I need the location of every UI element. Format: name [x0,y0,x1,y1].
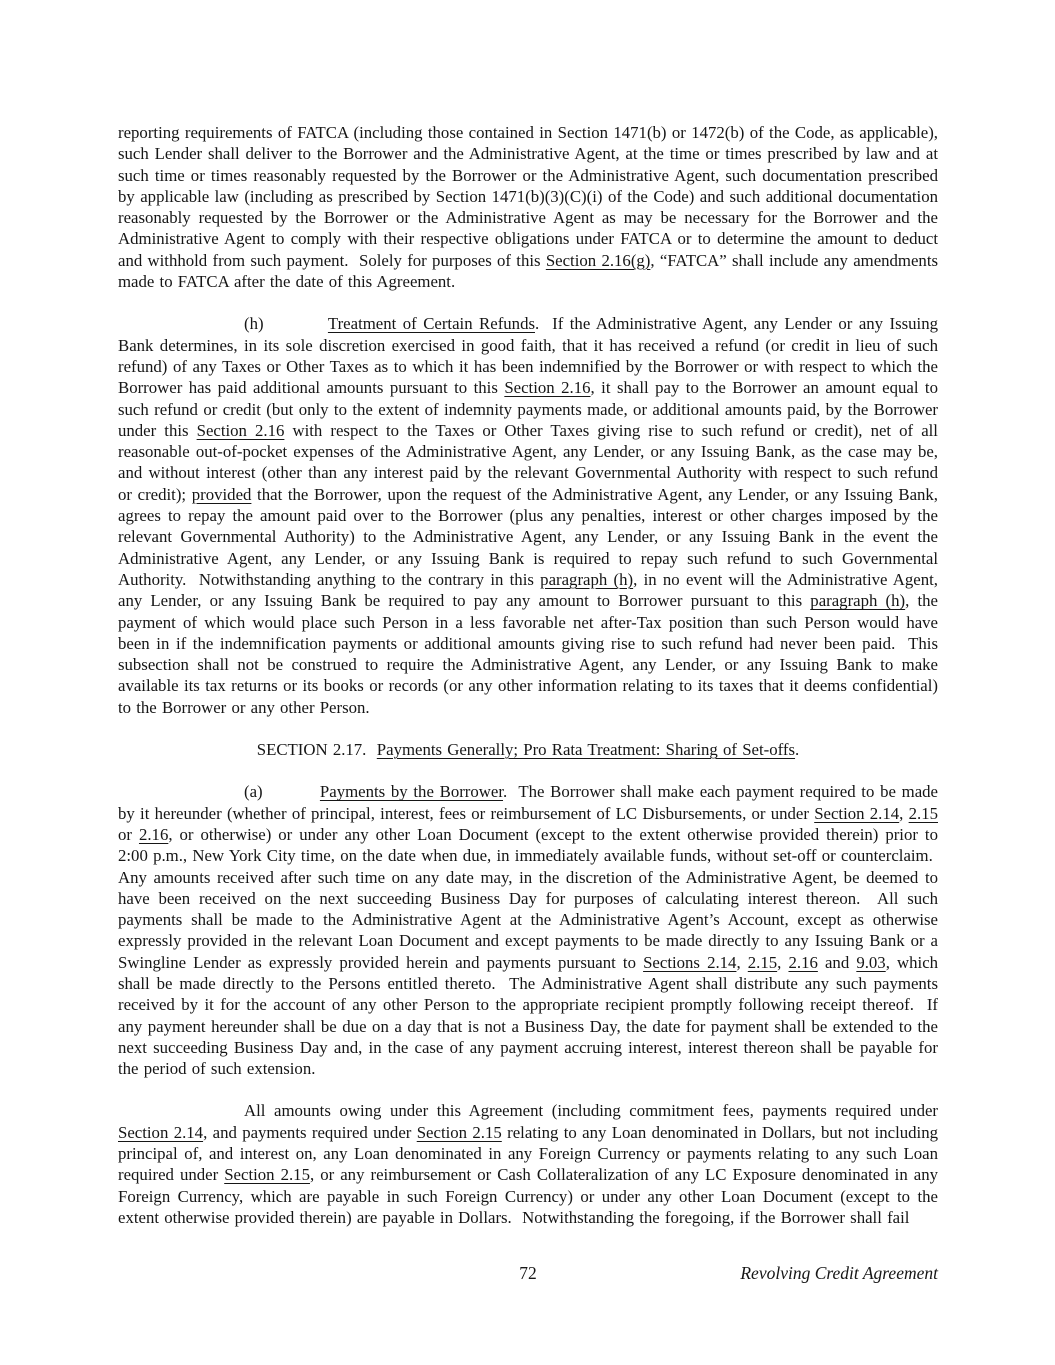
underlined-reference: 2.15 [747,952,778,972]
section-2-17-heading [118,739,938,760]
underlined-reference: Section 2.15 [416,1122,502,1142]
page-number: 72 [519,1263,537,1283]
underlined-reference: Section 2.14 [814,803,900,823]
underlined-reference: paragraph (h) [540,569,634,589]
text-run: SECTION 2.17. [256,740,377,760]
underlined-reference: provided [191,484,252,504]
underlined-reference: 9.03 [856,952,886,972]
text-run: , or any reimbursement or Cash Collateralization of any LC Exposure denominated in any Foreign Currency, which are payable in such Foreign Currency) or under any other Loan Document (except to the extent otherwise provided therein) are payable in Dollars. Notwithstanding the foregoing, if the Borrower shall fail [118,1165,938,1227]
paragraph-fatca-continuation [118,122,938,292]
underlined-reference: Section 2.16(g) [545,250,651,270]
underlined-reference: Treatment of Certain Refunds [327,314,535,334]
text-run: . If the Administrative Agent, any Lender or any Issuing Bank determines, in its sole discretion exercised in good faith, that it has received a refund (or credit in lieu of such refund) of any Taxes or Other Taxes as to which it has been indemnified by the Borrower or with respect to which the Borrower has paid additional amounts pursuant to this [118,314,938,398]
paragraph-amounts-payable-in-dollars [118,1100,938,1228]
text-run: . [795,740,800,760]
text-run: reporting requirements of FATCA (including those contained in Section 1471(b) or 1472(b) of the Code, as applicable), such Lender shall deliver to the Borrower and the Administrative Agent, at the time or times prescribed by law and at such time or times reasonably requested by the Borrower or the Administrative Agent, such documentation prescribed by applicable law (including as prescribed by Section 1471(b)(3)(C)(i) of the Code) and such additional documentation reasonably requested by the Borrower or the Administrative Agent as may be necessary for the Borrower and the Administrative Agent to comply with their respective obligations under FATCA or to determine the amount to deduct and withhold from such payment. Solely for purposes of this [118,123,938,270]
text-run: , which shall be made directly to the Persons entitled thereto. The Administrative Agent shall distribute any such payments received by it for the account of any other Person to the appropriate recipient promptly following receipt thereof. If any payment hereunder shall be due on a day that is not a Business Day, the date for payment shall be extended to the next succeeding Business Day and, in the case of any payment accruing interest, interest thereon shall be payable for the period of such extension. [118,952,939,1079]
text-run: , “FATCA” shall include any amendments made to FATCA after the date of this Agreement. [118,250,939,292]
text-run: , in no event will the Administrative Agent, any Lender, or any Issuing Bank be required to pay any amount to Borrower pursuant to this [118,569,939,611]
text-run: , [899,803,909,823]
text-run: , or otherwise) or under any other Loan Document (except to the extent otherwise provided therein) prior to 2:00 p.m., New York City time, on the date when due, in immediately available funds, without set-off or counterclaim. Any amounts received after such time on any date may, in the discretion of the Administrative Agent, be deemed to have been received on the next succeeding Business Day for purposes of calculating interest thereon. All such payments shall be made to the Administrative Agent at the Administrative Agent’s Account, except as otherwise expressly provided in the relevant Loan Document and except payments to be made directly to any Issuing Bank or a Swingline Lender as expressly provided herein and payments pursuant to [118,824,938,972]
text-run: or [118,824,139,844]
underlined-reference: paragraph (h) [810,591,906,611]
underlined-reference: Section 2.16 [504,378,591,398]
text-run: , and payments required under [203,1122,417,1142]
text-run: that the Borrower, upon the request of the Administrative Agent, any Lender, or any Issuing Bank, agrees to repay the amount paid over to the Borrower (plus any penalties, interest or other charges imposed by the relevant Governmental Authority) to the Administrative Agent, any Lender, or any Issuing Bank in the event the Administrative Agent, any Lender, or any Issuing Bank is required to repay such refund to such Governmental Authority. Notwithstanding anything to the contrary in this [118,484,938,589]
text-run: (h) [244,314,328,334]
underlined-reference: Sections 2.14 [643,952,737,972]
underlined-reference: 2.16 [138,824,169,844]
underlined-reference: Payments by the Borrower [319,782,504,802]
text-run: and [817,952,857,972]
underlined-reference: 2.16 [788,952,818,972]
underlined-reference: Payments Generally; Pro Rata Treatment: Sharing of Set-offs [376,740,796,760]
paragraph-a-payments-by-the-borrower [118,781,938,1079]
underlined-reference: Section 2.16 [196,420,285,440]
text-run: . The Borrower shall make each payment required to be made by it hereunder (whether of principal, interest, fees or reimbursement of LC Disbursements, or under [118,782,938,823]
text-run: (a) [244,782,320,802]
text-run: , it shall pay to the Borrower an amount equal to such refund or credit (but only to the extent of indemnity payments made, or additional amounts paid, by the Borrower under this [118,378,938,440]
document-title: Revolving Credit Agreement [740,1263,938,1283]
paragraph-h-treatment-of-certain-refunds [118,313,938,718]
underlined-reference: Section 2.14 [118,1122,204,1142]
text-run: with respect to the Taxes or Other Taxes giving rise to such refund or credit), net of all reasonable out-of-pocket expenses of the Administrative Agent, any Lender, or any Issuing Bank, as the case may be, and without interest (other than any interest paid by the relevant Governmental Authority with respect to such refund or credit); [118,420,938,504]
text-run: , [777,952,789,972]
text-run: , the payment of which would place such Person in a less favorable net after-Tax position than such Person would have been in if the indemnification payments or additional amounts giving rise to such refund had never been paid. This subsection shall not be construed to require the Administrative Agent, any Lender, or any Issuing Bank to make available its tax returns or its books or records (or any other information relating to its taxes that it deems confidential) to the Borrower or any other Person. [118,591,938,717]
page-footer [118,1262,938,1288]
text-run: relating to any Loan denominated in Dollars, but not including principal of, and interest on, any Loan denominated in any Foreign Currency or payments relating to any such Loan required under [118,1122,938,1185]
underlined-reference: 2.15 [908,803,938,823]
underlined-reference: Section 2.15 [224,1165,310,1185]
text-run: All amounts owing under this Agreement (including commitment fees, payments required under [244,1101,938,1121]
text-run: , [736,952,748,972]
